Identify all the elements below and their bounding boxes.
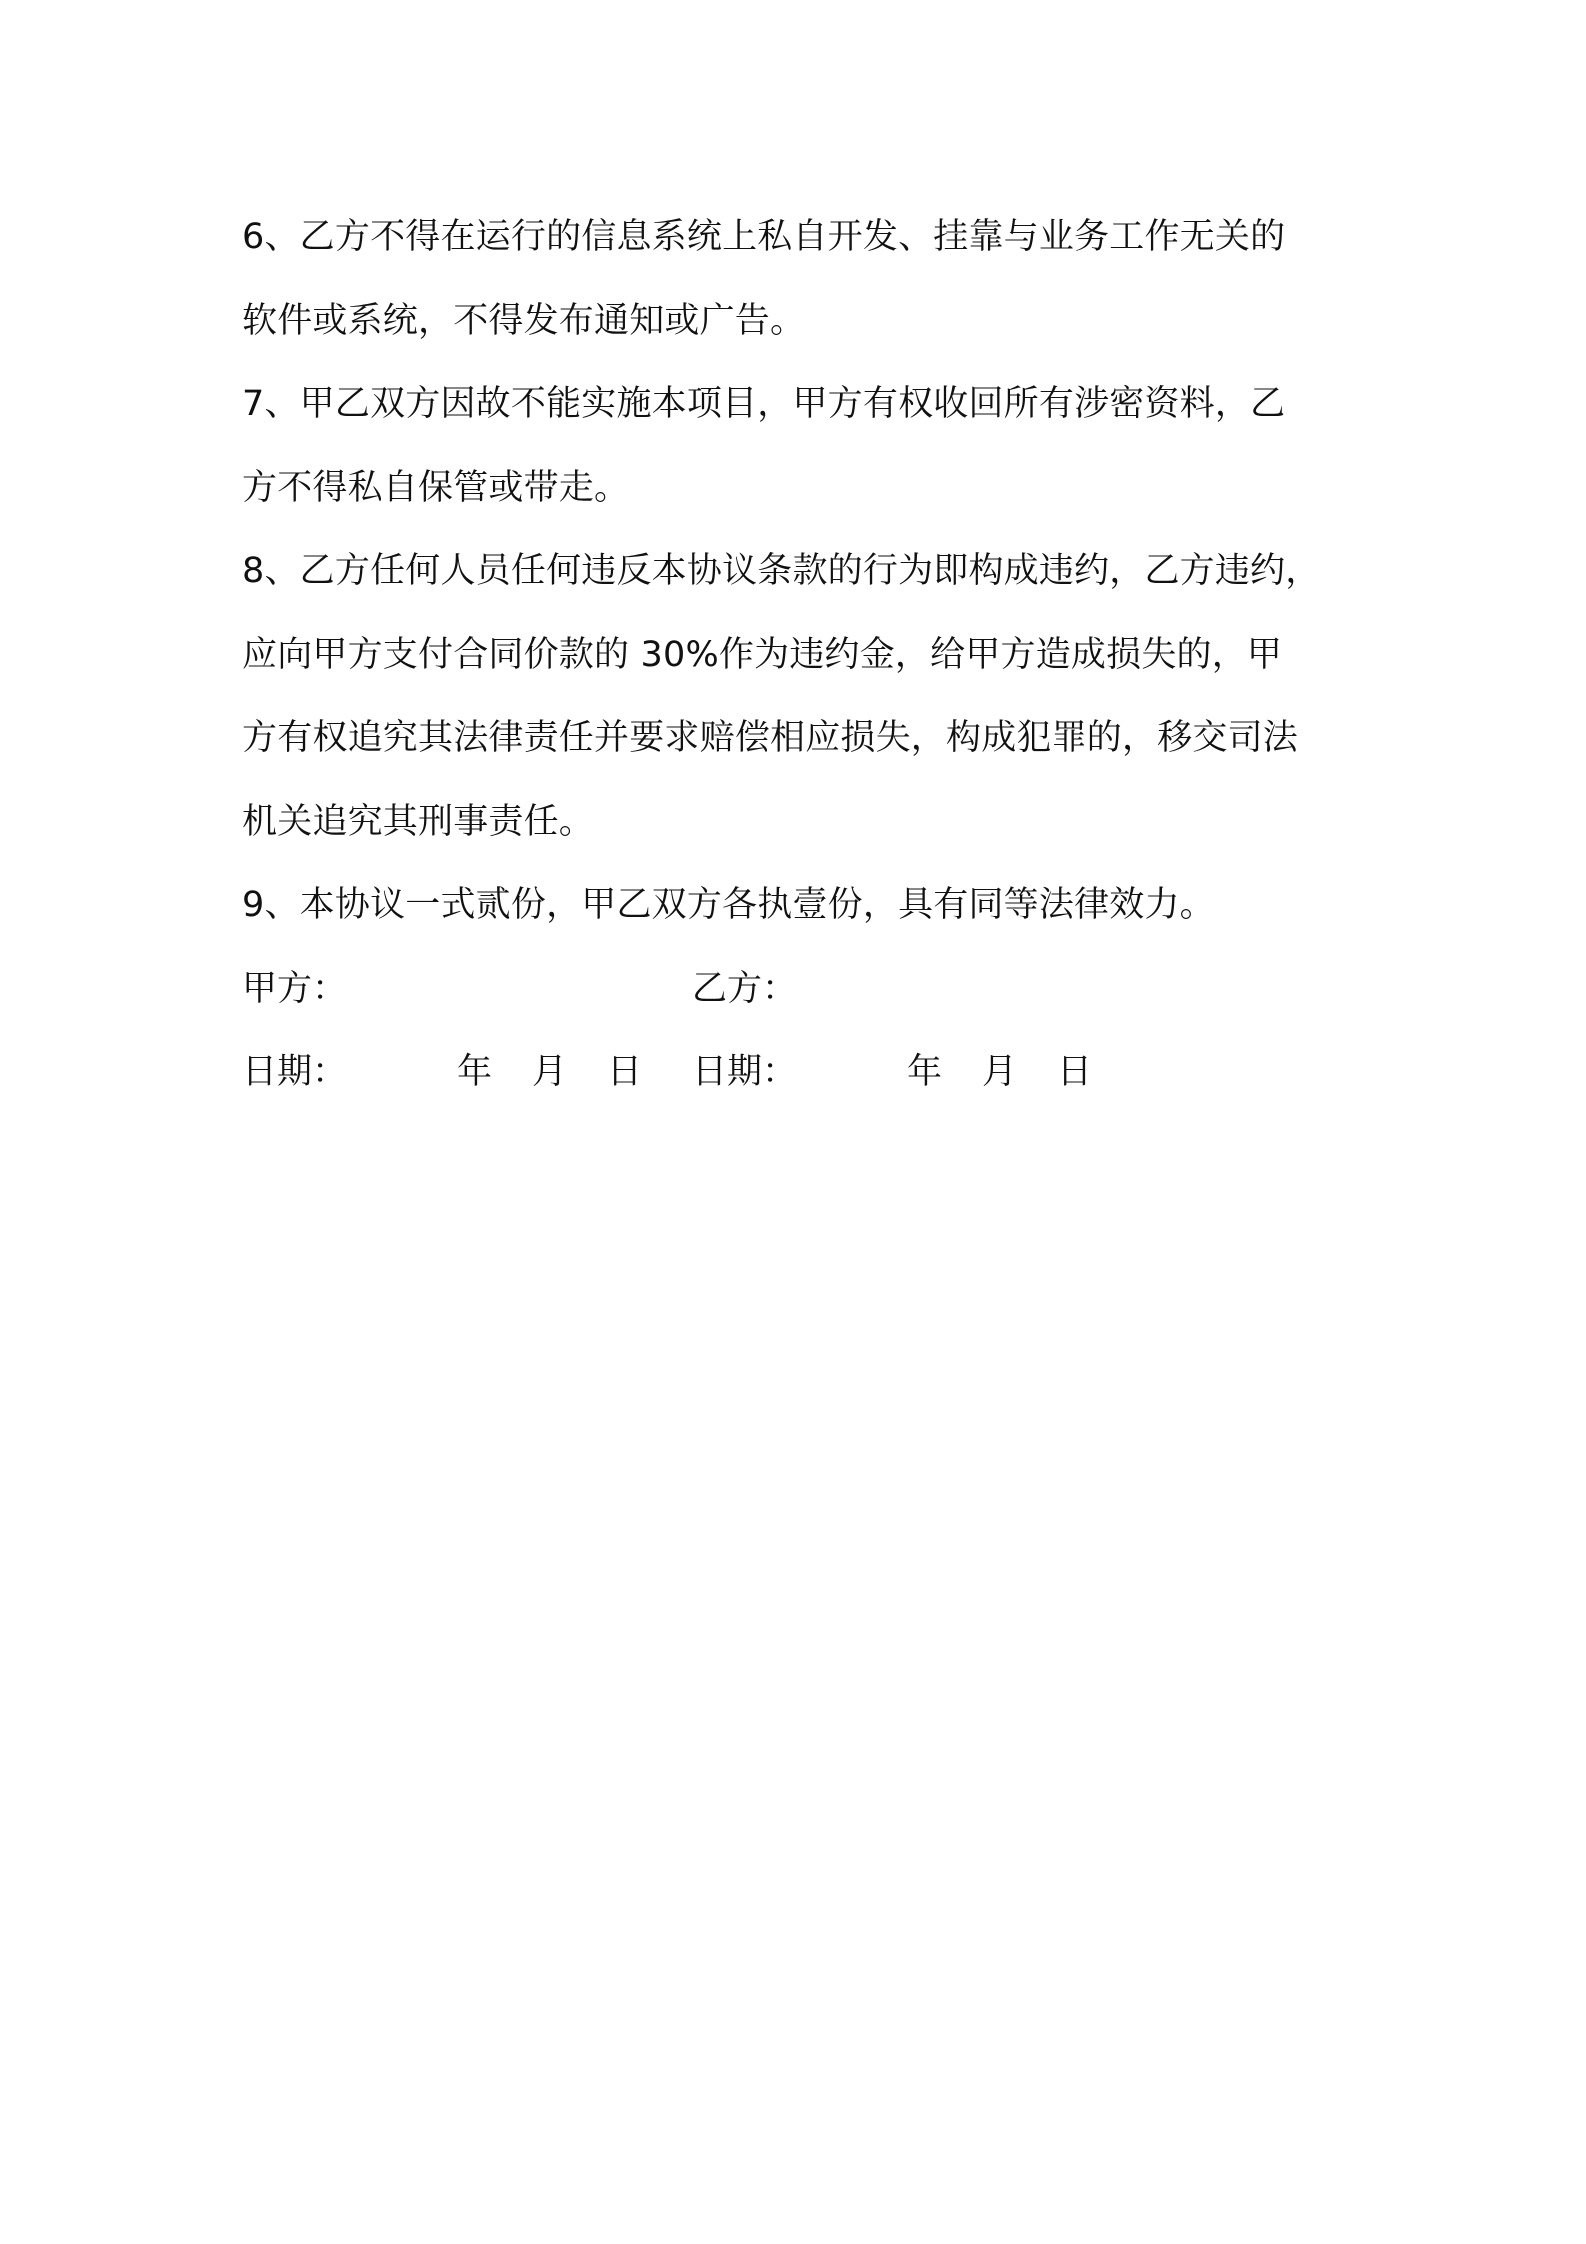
clause-line: 8、乙方任何人员任何违反本协议条款的行为即构成违约，乙方违约， [242, 551, 1321, 591]
clause-line: 方不得私自保管或带走。 [242, 467, 630, 508]
clause-line: 软件或系统，不得发布通知或广告。 [242, 300, 806, 341]
clause-line: 6、乙方不得在运行的信息系统上私自开发、挂靠与业务工作无关的 [242, 217, 1286, 257]
date-month: 月 [982, 1052, 1018, 1092]
date-label: 日期： [242, 1052, 348, 1092]
clause-line: 机关追究其刑事责任。 [242, 801, 595, 842]
clause-line: 方有权追究其法律责任并要求赔偿相应损失，构成犯罪的，移交司法 [242, 718, 1299, 758]
date-day: 日 [1057, 1052, 1093, 1092]
clause-line: 应向甲方支付合同价款的 30%作为违约金，给甲方造成损失的，甲 [242, 634, 1283, 675]
clause-line: 9、本协议一式贰份，甲乙双方各执壹份，具有同等法律效力。 [242, 885, 1215, 925]
clause-6 [242, 196, 1372, 363]
clause-line: 7、甲乙双方因故不能实施本项目，甲方有权收回所有涉密资料，乙 [242, 384, 1286, 424]
date-month: 月 [532, 1052, 568, 1092]
party-b-date [692, 1031, 1092, 1115]
party-a-date [242, 1031, 642, 1115]
party-signature-row [242, 948, 1372, 1032]
clause-7 [242, 363, 1372, 530]
date-year: 年 [907, 1052, 943, 1092]
date-row [242, 1031, 1372, 1115]
clause-9 [242, 864, 1372, 948]
party-a-label: 甲方： [242, 968, 348, 1009]
date-day: 日 [607, 1052, 643, 1092]
date-label: 日期： [692, 1052, 798, 1092]
document-body [242, 196, 1372, 1115]
clause-8 [242, 530, 1372, 864]
date-year: 年 [457, 1052, 493, 1092]
party-b-label: 乙方： [692, 968, 798, 1009]
